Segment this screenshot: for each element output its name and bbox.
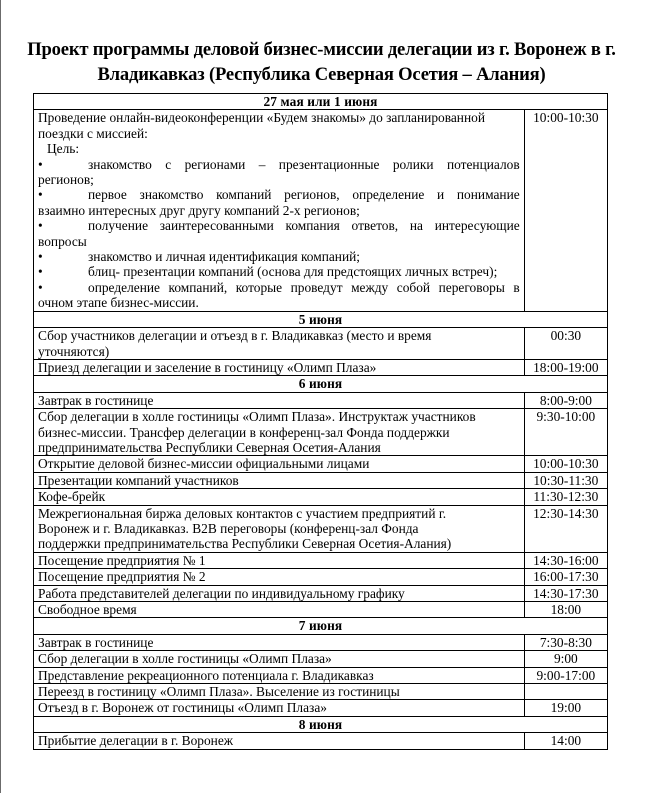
event-intro-line: поездки с миссией: (38, 125, 148, 141)
table-row (34, 489, 608, 505)
event-time: 16:00-17:30 (524, 569, 607, 585)
table-row (34, 585, 608, 601)
table-row (34, 409, 608, 456)
event-description: Завтрак в гостинице (34, 634, 525, 650)
event-time: 8:00-9:00 (524, 392, 607, 408)
bullet-icon: • (38, 156, 43, 172)
bullet-icon: • (38, 279, 43, 295)
table-row (34, 602, 608, 618)
event-time: 9:00 (524, 651, 607, 667)
event-intro-line: Проведение онлайн-видеоконференции «Будем знакомы» до запланированной (38, 110, 485, 126)
table-row (34, 684, 608, 700)
bullet-continuation: регионов; (38, 172, 94, 188)
table-row (34, 700, 608, 716)
bullet-text: знакомство с регионами – презентационные ролики потенциалов (88, 156, 520, 172)
event-time: 11:30-12:30 (524, 489, 607, 505)
event-description: Кофе-брейк (34, 489, 525, 505)
event-description: Работа представителей делегации по индивидуальному графику (34, 585, 525, 601)
day-date (34, 94, 608, 110)
bullet-text: первое знакомство компаний регионов, определение и понимание (88, 187, 520, 203)
bullet-continuation: вопросы (38, 233, 87, 249)
bullet-item (38, 157, 520, 172)
day-date-text: 8 июня (298, 716, 343, 732)
event-description: Сбор делегации в холле гостиницы «Олимп Плаза» (34, 651, 525, 667)
event-time: 00:30 (524, 328, 607, 360)
day-date (34, 618, 608, 634)
table-row (34, 110, 608, 311)
day-header-row (34, 94, 608, 110)
bullet-item (38, 187, 520, 202)
day-date-text: 6 июня (298, 376, 343, 392)
event-text-line: Межрегиональная биржа деловых контактов с участием предприятий г. (38, 505, 447, 521)
bullet-item (38, 280, 520, 295)
event-description: Переезд в гостиницу «Олимп Плаза». Выселение из гостиницы (34, 684, 525, 700)
bullet-icon: • (38, 264, 43, 280)
event-text-line: уточняются) (38, 343, 110, 359)
event-time: 14:30-17:30 (524, 585, 607, 601)
table-row (34, 505, 608, 552)
event-time: 19:00 (524, 700, 607, 716)
document-title (20, 37, 623, 87)
bullet-text: знакомство и личная идентификация компаний; (88, 249, 361, 265)
bullet-continuation: взаимно интересных друг другу компаний 2-х регионов; (38, 202, 360, 218)
day-date (34, 716, 608, 732)
event-description: Открытие деловой бизнес-миссии официальными лицами (34, 456, 525, 472)
event-description (34, 505, 525, 552)
event-time: 9:30-10:00 (524, 409, 607, 456)
table-row (34, 634, 608, 650)
event-time: 12:30-14:30 (524, 505, 607, 552)
day-date-text: 27 мая или 1 июня (263, 94, 378, 109)
event-time: 18:00 (524, 602, 607, 618)
event-time: 10:00-10:30 (524, 456, 607, 472)
event-description (34, 110, 525, 311)
day-header-row (34, 618, 608, 634)
day-header-row (34, 716, 608, 732)
event-time: 14:00 (524, 733, 607, 749)
event-description: Завтрак в гостинице (34, 392, 525, 408)
event-description: Посещение предприятия № 2 (34, 569, 525, 585)
bullet-icon: • (38, 218, 43, 234)
table-row (34, 472, 608, 488)
bullet-continuation: очном этапе бизнес-миссии. (38, 295, 199, 311)
event-description: Приезд делегации и заселение в гостиницу «Олимп Плаза» (34, 359, 525, 375)
event-text-line: поддержки предпринимательства Республики Северная Осетия-Алания) (38, 536, 452, 552)
event-text-line: предпринимательства Республики Северная Осетия-Алания (38, 439, 381, 455)
bullet-text: получение заинтересованными компания ответов, на интересующие (88, 218, 520, 234)
document-title-line-1: Проект программы деловой бизнес-миссии делегации из г. Воронеж в г. (27, 39, 616, 60)
table-row (34, 392, 608, 408)
day-date (34, 376, 608, 392)
event-description: Отъезд в г. Воронеж от гостиницы «Олимп Плаза» (34, 700, 525, 716)
event-text-line: Сбор делегации в холле гостиницы «Олимп Плаза». Инструктаж участников (38, 409, 476, 425)
day-date (34, 311, 608, 327)
table-row (34, 667, 608, 683)
document-title-line-2: Владикавказ (Республика Северная Осетия – Алания) (97, 64, 546, 85)
bullet-icon: • (38, 249, 43, 265)
bullet-item (38, 249, 520, 264)
event-time (524, 684, 607, 700)
bullet-text: блиц- презентации компаний (основа для предстоящих личных встреч); (88, 264, 498, 280)
bullet-icon: • (38, 187, 43, 203)
event-time: 18:00-19:00 (524, 359, 607, 375)
event-description: Прибытие делегации в г. Воронеж (34, 733, 525, 749)
event-text-line: Сбор участников делегации и отъезд в г. Владикавказ (место и время (38, 328, 432, 344)
event-description (34, 409, 525, 456)
event-description: Посещение предприятия № 1 (34, 552, 525, 568)
bullet-item (38, 218, 520, 233)
day-date-text: 5 июня (298, 311, 343, 327)
bullet-item (38, 264, 520, 279)
event-text-line: бизнес-миссии. Трансфер делегации в конференц-зал Фонда поддержки (38, 424, 450, 440)
event-description: Презентации компаний участников (34, 472, 525, 488)
day-date-text: 7 июня (298, 618, 343, 634)
table-row (34, 552, 608, 568)
table-row (34, 328, 608, 360)
event-description: Свободное время (34, 602, 525, 618)
day-header-row (34, 311, 608, 327)
event-time: 9:00-17:00 (524, 667, 607, 683)
table-row (34, 569, 608, 585)
table-row (34, 456, 608, 472)
event-time: 7:30-8:30 (524, 634, 607, 650)
event-time: 10:30-11:30 (524, 472, 607, 488)
event-description (34, 328, 525, 360)
day-header-row (34, 376, 608, 392)
page-edge-divider (0, 0, 1, 793)
goal-label: Цель: (47, 141, 80, 157)
table-row (34, 733, 608, 749)
table-row (34, 359, 608, 375)
event-description: Представление рекреационного потенциала г. Владикавказ (34, 667, 525, 683)
bullet-text: определение компаний, которые проведут между собой переговоры в (88, 279, 520, 295)
event-time: 10:00-10:30 (524, 110, 607, 311)
schedule-table (33, 93, 608, 750)
event-time: 14:30-16:00 (524, 552, 607, 568)
event-text-line: Воронеж и г. Владикавказ. В2В переговоры (конференц-зал Фонда (38, 520, 419, 536)
table-row (34, 651, 608, 667)
